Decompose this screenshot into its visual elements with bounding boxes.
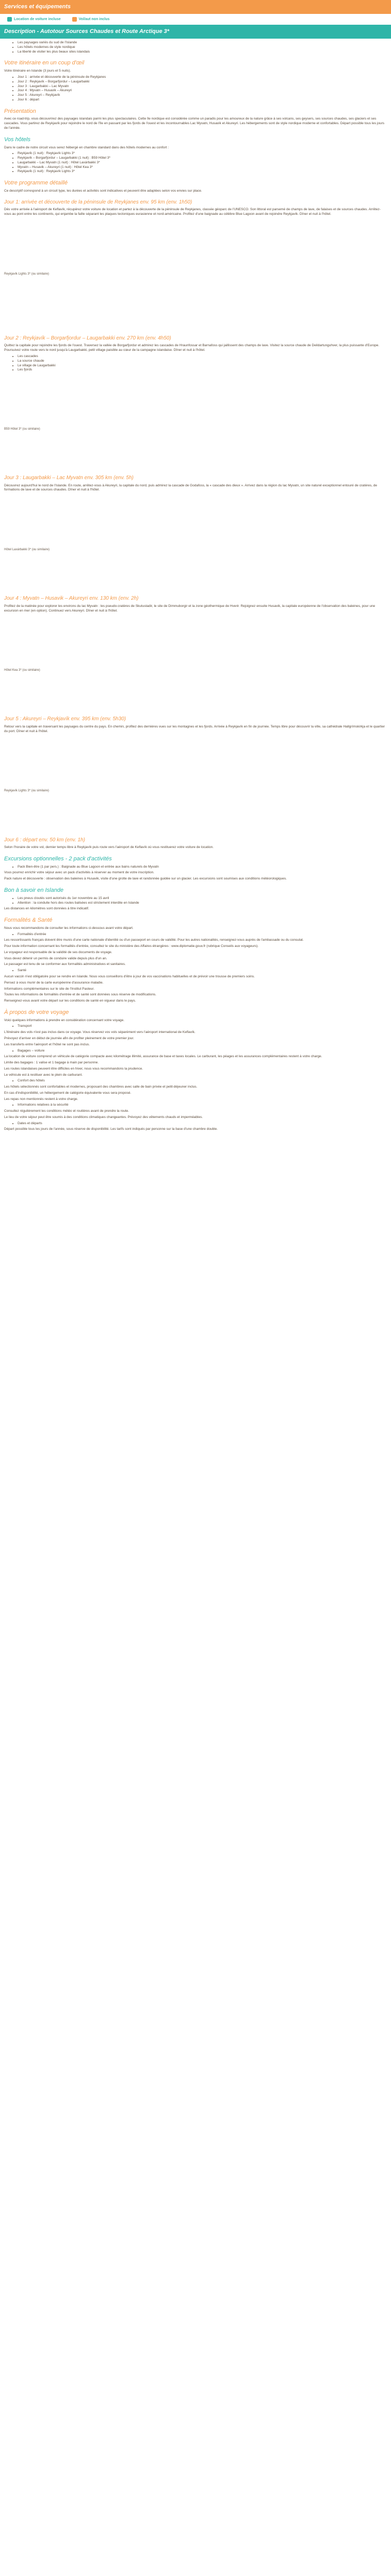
page-title: Description - Autotour Sources Chaudes et Route Arctique 3* (0, 25, 391, 39)
list-item: • Jour 1 : arrivée et découverte de la péninsule de Reykjanes (18, 75, 387, 80)
itinerary-heading: Votre itinéraire en un coup d'œil (4, 60, 85, 66)
day-1-text: Dès votre arrivée à l'aéroport de Keflavík, récupérez votre voiture de location et partez à la découverte de la péninsule de Reykjanes, classée géoparc de l'UNESCO. Son littoral est parsemé de champs de lave, de falaises et de sources chaudes. Arrêtez-vous au pont entre les continents, qui enjambe la faille séparant les plaques tectoniques eurasienne et nord-américaine. Profitez d'une baignade au célèbre Blue Lagoon avant de rejoindre Reykjavík. Dîner et nuit à l'hôtel. (4, 208, 381, 216)
program-heading: Votre programme détaillé (4, 180, 68, 187)
day-4-text: Profitez de la matinée pour explorer les environs du lac Myvatn : les pseudo-cratères de Skutustadir, le site de Dimmuborgir et la zone géothermique de Hverir. Rejoignez ensuite Husavik, la capitale européenne de l'observation des baleines, pour une excursion en mer (en option). Continuez vers Akureyri. Dîner et nuit à l'hôtel. (4, 604, 376, 613)
list-item: • Laugarbakki – Lac Myvatn (1 nuit) : Hôtel Laxárbakki 3* (18, 161, 387, 165)
list-item: • Formalités d'entrée (18, 933, 387, 937)
transport-text-3: Les transferts entre l'aéroport et l'hôtel ne sont pas inclus. (4, 1042, 90, 1046)
formalities-text-4: Vous devez détenir un permis de conduire valide depuis plus d'un an. (4, 956, 107, 960)
itinerary-intro: Votre itinéraire en Islande (3 jours et 5 nuits). (4, 69, 71, 73)
baggage-text-4: Le véhicule est à restituer avec le plein de carburant. (4, 1073, 83, 1077)
list-item: • Transport (18, 1024, 387, 1029)
security-text: Consultez régulièrement les conditions météo et routières avant de prendre la route. (4, 1109, 129, 1113)
list-item: • Jour 2 : Reykjavík – Borgarfjordur – Laugarbakki (18, 80, 387, 84)
hotels-intro: Dans le cadre de notre circuit vous serez hébergé en chambre standard dans des hôtels modernes au confort : (4, 145, 169, 149)
day-5-title: Jour 5 : Akureyri – Reykjavík env. 395 km (env. 5h30) (4, 716, 126, 722)
presentation-text: Avec ce road-trip, vous découvrirez des paysages islandais parmi les plus spectaculaires. Cette île nordique est considérée comme un paradis pour les amoureux de la nature grâce à ses volcans, ses geysers, ses sources chaudes, ses glaciers et ses cascades. Vous partirez de Reykjavík pour rejoindre le nord de l'île en passant par les fjords de l'ouest et les incontournables Lac Myvatn, Husavik et Akureyri. Les hébergements sont de style nordique moderne et confortables. Départ possible tous les jours de l'année. (4, 117, 385, 130)
image-placeholder (4, 615, 387, 661)
day-3-text: Découvrez aujourd'hui le nord de l'Islande. En route, arrêtez-vous à Akureyri, la capitale du nord, puis admirez la cascade de Godafoss, la « cascade des dieux ». Arrivez dans la région du lac Myvatn, un site naturel exceptionnel entouré de cratères, de formations de lave et de sources chaudes. Dîner et nuit à l'hôtel. (4, 483, 377, 492)
formalities-text: Les ressortissants français doivent être munis d'une carte nationale d'identité ou d'un passeport en cours de validité. Pour les autres nationalités, renseignez-vous auprès de l'ambassade ou du consulat. (4, 938, 304, 942)
presentation-heading: Présentation (4, 108, 36, 114)
day-5-caption: Reykjavík Lights 3* (ou similaire) (4, 789, 50, 793)
list-item: • Les hôtels modernes de style nordique (18, 45, 387, 50)
list-item: • Reykjavík (1 nuit) : Reykjavík Lights 3* (18, 170, 387, 174)
day-2-title: Jour 2 : Reykjavík – Borgarfjordur – Laugarbakki env. 270 km (env. 4h50) (4, 335, 171, 341)
baggage-text: La location de voiture comprend un véhicule de catégorie compacte avec kilométrage illimité, assurance de base et taxes locales. Le carburant, les péages et les assurances complémentaires restent à votre charge. (4, 1055, 322, 1059)
departures-text: Départ possible tous les jours de l'année, sous réserve de disponibilité. Les tarifs sont indiqués par personne sur la base d'une chambre double. (4, 1127, 218, 1131)
day-5-text: Retour vers la capitale en traversant les paysages du centre du pays. En chemin, profitez des dernières vues sur les montagnes et les fjords. Arrivée à Reykjavík en fin de journée. Temps libre pour découvrir la ville, sa cathédrale Hallgrímskirkja et le quartier du port. Dîner et nuit à l'hôtel. (4, 724, 385, 733)
excursions-text-2: Pack nature et découverte : observation des baleines à Husavik, visite d'une grotte de lave et randonnée guidée sur un glacier. Les excursions sont soumises aux conditions météorologiques. (4, 877, 287, 881)
list-item: • Attention : la conduite hors des routes balisées est strictement interdite en Islande (18, 901, 387, 906)
list-item: • Pack Bien-être (1 par pers.) : Baignade au Blue Lagoon et entrée aux bains naturels de Myvatn (18, 865, 387, 870)
list-item: • Le village de Laugarbakki (18, 364, 387, 368)
health-text: Aucun vaccin n'est obligatoire pour se rendre en Islande. Nous vous conseillons d'être à jour de vos vaccinations habituelles et de prévoir une trousse de premiers soins. (4, 975, 255, 979)
baggage-text-3: Les routes islandaises peuvent être difficiles en hiver, nous vous recommandons la prudence. (4, 1066, 143, 1071)
program-intro: Ce descriptif correspond à un circuit type, les durées et activités sont indicatives et peuvent être adaptées selon vos envies sur place. (4, 189, 202, 193)
transport-text-2: Prévoyez d'arriver en début de journée afin de profiter pleinement de votre premier jour. (4, 1036, 134, 1040)
image-placeholder (4, 438, 387, 469)
comfort-text-3: Les repas non mentionnés restent à votre charge. (4, 1097, 78, 1101)
image-placeholder (4, 680, 387, 710)
comfort-list (18, 1079, 387, 1083)
list-item: • Santé (18, 969, 387, 973)
services-header: Services et équipements (0, 0, 391, 14)
excursions-list (18, 865, 387, 870)
about-heading: À propos de votre voyage (4, 1009, 69, 1015)
formalities-heading: Formalités & Santé (4, 917, 53, 924)
formalities-text-5: Le passager est tenu de se conformer aux formalités administratives et sanitaires. (4, 962, 126, 967)
comfort-text: Les hôtels sélectionnés sont confortables et modernes, proposant des chambres avec salle de bain privée et petit-déjeuner inclus. (4, 1085, 198, 1089)
list-item: • Jour 3 : Laugarbakki – Lac Myvatn (18, 84, 387, 89)
transport-list (18, 1024, 387, 1029)
image-placeholder (4, 283, 387, 330)
list-item: • Jour 5 : Akureyri – Reykjavík (18, 93, 387, 98)
day-2-text: Quittez la capitale pour rejoindre les fjords de l'ouest. Traversez la vallée de Borgarfjordur et admirez les cascades de Hraunfossar et Barnafoss qui jaillissent des champs de lave. Visitez la source chaude de Deildartunguhver, la plus puissante d'Europe. Poursuivez votre route vers le nord jusqu'à Laugarbakki, petit village paisible au cœur de la campagne islandaise. Dîner et nuit à l'hôtel. (4, 344, 380, 352)
itinerary-list (18, 75, 387, 103)
day-3-caption: Hôtel Laxárbakki 3* (ou similaire) (4, 548, 50, 552)
formalities-intro: Nous vous recommandons de consulter les informations ci-dessous avant votre départ. (4, 926, 134, 930)
chip-car (7, 17, 61, 22)
list-item: • Jour 6 : départ (18, 98, 387, 103)
intro-list (18, 41, 387, 54)
day-4-title: Jour 4 : Myvatn – Husavik – Akureyri env. 130 km (env. 2h) (4, 596, 139, 602)
baggage-text-2: Limite des bagages : 1 valise et 1 bagage à main par personne. (4, 1061, 99, 1065)
list-item: • Informations relatives à la sécurité (18, 1103, 387, 1108)
chip-car-label: Location de voiture incluse (14, 17, 61, 21)
hotels-heading: Vos hôtels (4, 136, 30, 143)
formalities-list (18, 933, 387, 937)
health-text-3: Informations complémentaires sur le site de l'Institut Pasteur. (4, 987, 95, 991)
list-item: • Les cascades (18, 354, 387, 359)
chip-plane-label: Vol/aut non inclus (78, 17, 110, 21)
list-item: • La source chaude (18, 359, 387, 364)
day-3-title: Jour 3 : Laugarbakki – Lac Myvatn env. 305 km (env. 5h) (4, 475, 134, 481)
list-item: • Reykjavík (1 nuit) : Reykjavík Lights 3* (18, 151, 387, 156)
health-text-5: Renseignez-vous avant votre départ sur les conditions de santé en vigueur dans le pays. (4, 999, 136, 1003)
services-chips (0, 14, 391, 25)
hotels-list (18, 151, 387, 174)
security-list (18, 1103, 387, 1108)
day-6-text: Selon l'horaire de votre vol, dernier temps libre à Reykjavík puis route vers l'aéroport de Keflavík où vous restituerez votre voiture de location. (4, 845, 214, 849)
about-intro: Voici quelques informations à prendre en considération concernant votre voyage. (4, 1018, 125, 1022)
transport-text: L'itinéraire des vols n'est pas inclus dans ce voyage. Vous réservez vos vols séparément vers l'aéroport international de Keflavík. (4, 1030, 196, 1035)
day-1-caption: Reykjavík Lights 3* (ou similaire) (4, 272, 50, 276)
day-2-list (18, 354, 387, 372)
day-2-caption: B59 Hôtel 3* (ou similaire) (4, 428, 40, 431)
list-item: • Bagages – voiture (18, 1049, 387, 1054)
security-text-2: Le lieu de votre séjour peut être soumis à des conditions climatiques changeantes. Prévoyez des vêtements chauds et imperméables. (4, 1115, 203, 1119)
image-placeholder (4, 559, 387, 590)
main-content (0, 39, 391, 1136)
list-item: • Confort des hôtels (18, 1079, 387, 1083)
baggage-list (18, 1049, 387, 1054)
list-item: • Jour 4 : Myvatn – Husavik – Akureyri (18, 89, 387, 93)
health-text-2: Pensez à vous munir de la carte européenne d'assurance maladie. (4, 980, 104, 985)
list-item: • Reykjavík – Borgarfjordur – Laugarbakki (1 nuit) : B59 Hôtel 3* (18, 156, 387, 161)
excursions-heading: Excursions optionnelles - 2 pack d'activités (4, 855, 112, 862)
list-item: • Les fjords (18, 368, 387, 372)
day-6-title: Jour 6 : départ env. 50 km (env. 1h) (4, 837, 85, 843)
health-text-4: Toutes les informations de formalités d'entrée et de santé sont données sous réserve de modifications. (4, 993, 156, 997)
list-item: • Myvatn – Husavik – Akureyri (1 nuit) : Hôtel Kea 3* (18, 165, 387, 170)
image-placeholder (4, 735, 387, 782)
day-1-title: Jour 1: arrivée et découverte de la péninsule de Reykjanes env. 95 km (env. 1h50) (4, 199, 192, 205)
excursions-text: Vous pourrez enrichir votre séjour avec un pack d'activités à réserver au moment de votre inscription. (4, 871, 154, 875)
list-item: • La liberté de visiter les plus beaux sites islandais (18, 50, 387, 55)
image-placeholder (4, 801, 387, 832)
image-placeholder (4, 494, 387, 540)
list-item: • Dates et départs (18, 1122, 387, 1126)
chip-plane (72, 17, 110, 22)
good-to-know-heading: Bon à savoir en Islande (4, 887, 63, 893)
list-item: • Les paysages variés du sud de l'Islande (18, 41, 387, 45)
car-icon (7, 17, 12, 22)
formalities-text-3: Le voyageur est responsable de la validité de ses documents de voyage. (4, 950, 112, 954)
comfort-text-2: En cas d'indisponibilité, un hébergement de catégorie équivalente vous sera proposé. (4, 1091, 132, 1095)
plane-icon (72, 17, 77, 22)
health-list (18, 969, 387, 973)
formalities-text-2: Pour toute information concernant les formalités d'entrée, consultez le site du ministère des Affaires étrangères : www.diplomatie.gouv.fr (rubrique Conseils aux voyageurs). (4, 944, 259, 948)
image-placeholder (4, 374, 387, 420)
day-4-caption: Hôtel Kea 3* (ou similaire) (4, 669, 40, 672)
good-to-know-list (18, 896, 387, 906)
list-item: • Les pneus cloutés sont autorisés du 1er novembre au 15 avril (18, 896, 387, 901)
departures-list (18, 1122, 387, 1126)
good-to-know-text: Les distances en kilomètres sont données à titre indicatif. (4, 907, 89, 911)
image-placeholder (4, 218, 387, 265)
